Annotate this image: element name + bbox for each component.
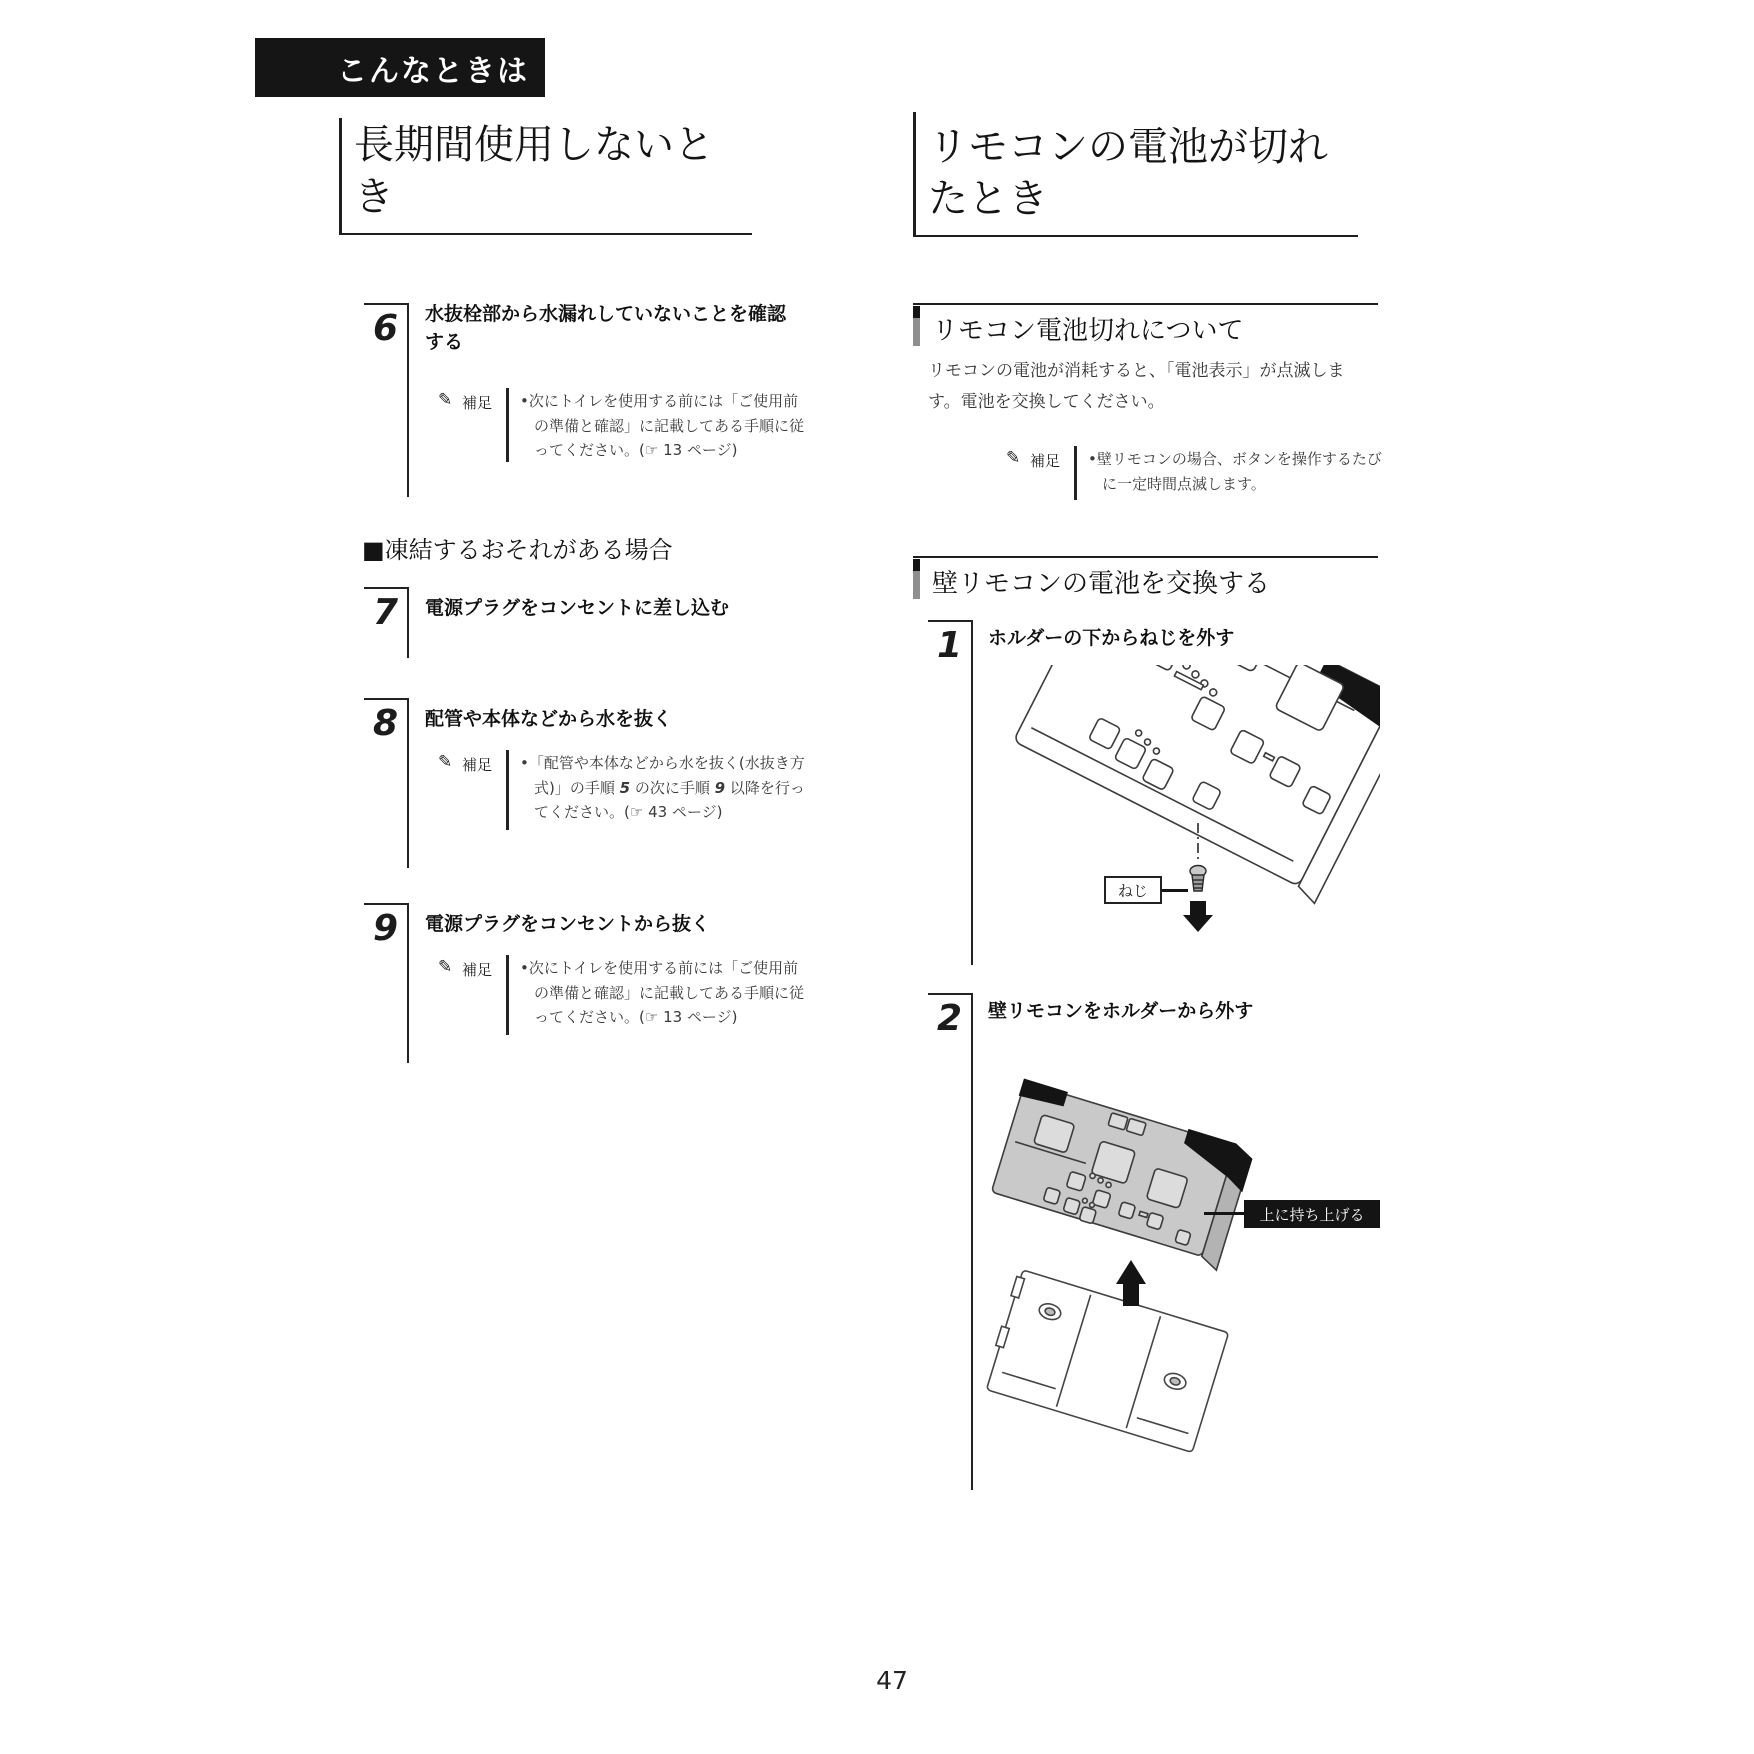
rstep1-number: 1 xyxy=(937,625,963,666)
note-divider xyxy=(506,955,509,1035)
rstep2-title: 壁リモコンをホルダーから外す xyxy=(988,1000,1254,1022)
left-section-heading xyxy=(339,118,752,235)
step9-number: 9 xyxy=(373,908,399,949)
remote-screw-illustration xyxy=(1000,665,1380,965)
pencil-icon: ✎ xyxy=(438,752,453,772)
step7-title: 電源プラグをコンセントに差し込む xyxy=(425,597,730,619)
section-rule xyxy=(913,303,1378,305)
step9-note-text: •次にトイレを使用する前には「ご使用前の準備と確認」に記載してある手順に従ってください。(☞ 13 ページ) xyxy=(520,959,805,1026)
step6-note-label: 補足 xyxy=(462,394,493,412)
battery-section-title: リモコン電池切れについて xyxy=(932,316,1244,346)
freeze-case-heading: ■凍結するおそれがある場合 xyxy=(362,536,673,564)
step7-number: 7 xyxy=(373,592,399,633)
step6-note-text: •次にトイレを使用する前には「ご使用前の準備と確認」に記載してある手順に従ってください。(☞ 13 ページ) xyxy=(520,392,805,459)
lift-callout-label: 上に持ち上げる xyxy=(1259,1205,1365,1224)
step8-note-label: 補足 xyxy=(462,756,493,774)
right-section-heading xyxy=(913,112,1358,237)
pencil-icon: ✎ xyxy=(438,390,453,410)
screw-callout xyxy=(1104,876,1162,904)
step9-rail xyxy=(364,903,409,1063)
step6-number: 6 xyxy=(373,308,399,349)
screw-callout-label: ねじ xyxy=(1117,881,1148,900)
screw-icon xyxy=(1190,866,1206,892)
bullet-icon: • xyxy=(520,754,529,772)
step7-rail xyxy=(364,587,409,658)
replace-section-title: 壁リモコンの電池を交換する xyxy=(932,569,1271,599)
section-rule xyxy=(913,556,1378,558)
lift-callout-line xyxy=(1204,1212,1244,1215)
battery-section-body: リモコンの電池が消耗すると、「電池表示」が点滅します。電池を交換してください。 xyxy=(928,361,1345,412)
chapter-badge-label: こんなときは xyxy=(337,53,529,89)
step9-note-label: 補足 xyxy=(462,961,493,979)
wall-remote xyxy=(987,1079,1256,1271)
down-arrow-icon xyxy=(1183,901,1213,932)
note-divider xyxy=(506,750,509,830)
note-divider xyxy=(506,388,509,462)
step8-rail xyxy=(364,698,409,868)
lift-callout xyxy=(1244,1200,1380,1228)
rstep2-number: 2 xyxy=(937,998,963,1039)
pencil-icon: ✎ xyxy=(438,957,453,977)
step8-note-text: •「配管や本体などから水を抜く(水抜き方式)」の手順 5 の次に手順 9 以降を行ってください。(☞ 43 ページ) xyxy=(520,754,805,821)
step8-title: 配管や本体などから水を抜く xyxy=(425,708,673,730)
note-divider xyxy=(1074,446,1077,500)
right-section-heading-text: リモコンの電池が切れたとき xyxy=(928,124,1328,222)
bullet-icon: • xyxy=(520,392,529,410)
remote-holder-illustration xyxy=(985,1068,1260,1518)
chapter-badge xyxy=(255,38,545,97)
page-number: 47 xyxy=(876,1666,908,1695)
pencil-icon: ✎ xyxy=(1006,448,1021,468)
rstep1-rail xyxy=(928,620,973,965)
holder-plate xyxy=(985,1269,1229,1453)
step6-rail xyxy=(364,303,409,497)
bullet-icon: • xyxy=(1088,450,1097,468)
step6-title: 水抜栓部から水漏れしていないことを確認する xyxy=(425,303,787,353)
bullet-icon: • xyxy=(520,959,529,977)
step8-number: 8 xyxy=(373,703,399,744)
section-marker xyxy=(913,306,920,346)
battery-note-text: •壁リモコンの場合、ボタンを操作するたびに一定時間点滅します。 xyxy=(1088,450,1382,493)
step9-title: 電源プラグをコンセントから抜く xyxy=(425,913,711,935)
section-marker xyxy=(913,559,920,599)
rstep2-rail xyxy=(928,993,973,1490)
screw-callout-line xyxy=(1162,889,1188,892)
battery-note-label: 補足 xyxy=(1030,452,1061,470)
rstep1-title: ホルダーの下からねじを外す xyxy=(988,627,1235,649)
left-section-heading-text: 長期間使用しないとき xyxy=(354,122,714,220)
